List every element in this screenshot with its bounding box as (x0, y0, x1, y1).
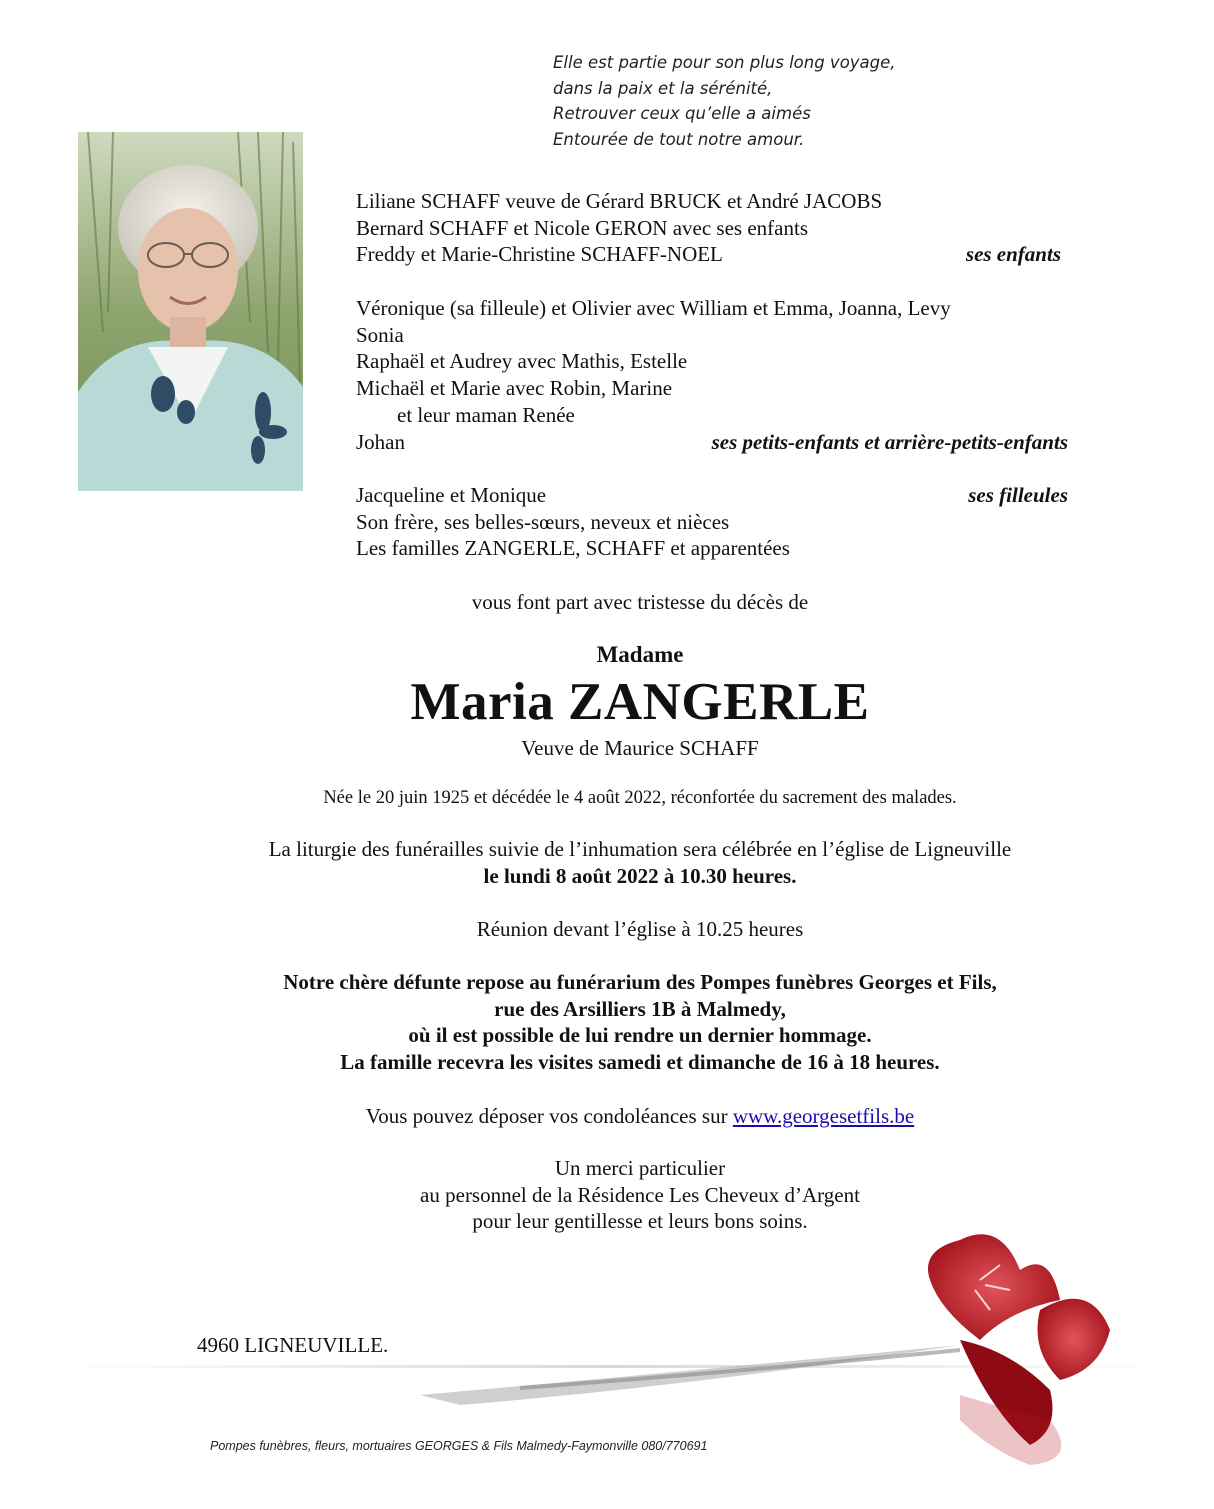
family-line: Sonia (356, 322, 404, 347)
address: 4960 LIGNEUVILLE. (197, 1333, 389, 1357)
family-line: Bernard SCHAFF et Nicole GERON avec ses enfants (356, 215, 808, 240)
role-label: ses enfants (965, 242, 1061, 267)
family-line: Raphaël et Audrey avec Mathis, Estelle (356, 349, 688, 374)
liturgy-date: le lundi 8 août 2022 à 10.30 heures. (483, 863, 797, 888)
poem-line: dans la paix et la sérénité, (553, 78, 773, 98)
deceased-portrait-photo (78, 132, 303, 491)
family-line: Jacqueline et Monique (356, 483, 547, 507)
poem-line: Entourée de tout notre amour. (553, 129, 805, 149)
widow-of: Veuve de Maurice SCHAFF (521, 736, 759, 760)
rest-line: où il est possible de lui rendre un dernier hommage. (408, 1023, 872, 1048)
condolences-line (0, 1103, 1214, 1130)
thanks-line: Un merci particulier (554, 1156, 726, 1180)
family-line: Johan (356, 429, 405, 454)
rest-line: La famille recevra les visites samedi et dimanche de 16 à 18 heures. (340, 1050, 940, 1075)
role-label: ses filleules (968, 483, 1068, 507)
condolences-text: Vous pouvez déposer vos condoléances sur (365, 1104, 733, 1128)
family-line: Les familles ZANGERLE, SCHAFF et apparentées (356, 536, 790, 561)
family-line: Son frère, ses belles-sœurs, neveux et nièces (356, 509, 730, 534)
thanks-line: au personnel de la Résidence Les Cheveux d’Argent (420, 1182, 860, 1207)
family-children (356, 188, 1068, 268)
poem (553, 50, 896, 152)
family-godchildren (356, 482, 1068, 562)
liturgy-block (0, 836, 1214, 889)
family-grandchildren (356, 295, 1068, 455)
poem-line: Elle est partie pour son plus long voyage, (553, 53, 896, 72)
family-line: Michaël et Marie avec Robin, Marine (356, 376, 673, 401)
poem-line: Retrouver ceux qu’elle a aimés (553, 104, 811, 123)
footer-funeral-home: Pompes funèbres, fleurs, mortuaires GEORGES & Fils Malmedy-Faymonville 080/770691 (210, 1439, 708, 1453)
role-label: ses petits-enfants et arrière-petits-enfants (711, 429, 1068, 454)
condolences-website-link[interactable]: www.georgesetfils.be (732, 1104, 915, 1128)
deceased-name: Maria ZANGERLE (410, 673, 870, 731)
rest-line: Notre chère défunte repose au funérarium des Pompes funèbres Georges et Fils, (283, 970, 997, 994)
liturgy-line: La liturgie des funérailles suivie de l’inhumation sera célébrée en l’église de Ligneuville (268, 837, 1012, 861)
family-line: Véronique (sa filleule) et Olivier avec William et Emma, Joanna, Levy (356, 296, 951, 320)
thanks-line: pour leur gentillesse et leurs bons soins. (472, 1209, 808, 1234)
family-line: et leur maman Renée (397, 402, 575, 427)
funeral-home-info (0, 969, 1214, 1076)
rose-decoration (0, 1220, 1214, 1475)
honorific-title: Madame (596, 642, 684, 667)
family-line: Freddy et Marie-Christine SCHAFF-NOEL (356, 242, 723, 267)
meeting-time: Réunion devant l’église à 10.25 heures (476, 917, 804, 941)
announcement-text: vous font part avec tristesse du décès de (471, 590, 809, 614)
rest-line: rue des Arsilliers 1B à Malmedy, (494, 996, 786, 1021)
birth-death-dates: Née le 20 juin 1925 et décédée le 4 août 2022, réconfortée du sacrement des malades. (323, 788, 957, 808)
family-line: Liliane SCHAFF veuve de Gérard BRUCK et André JACOBS (356, 189, 883, 213)
